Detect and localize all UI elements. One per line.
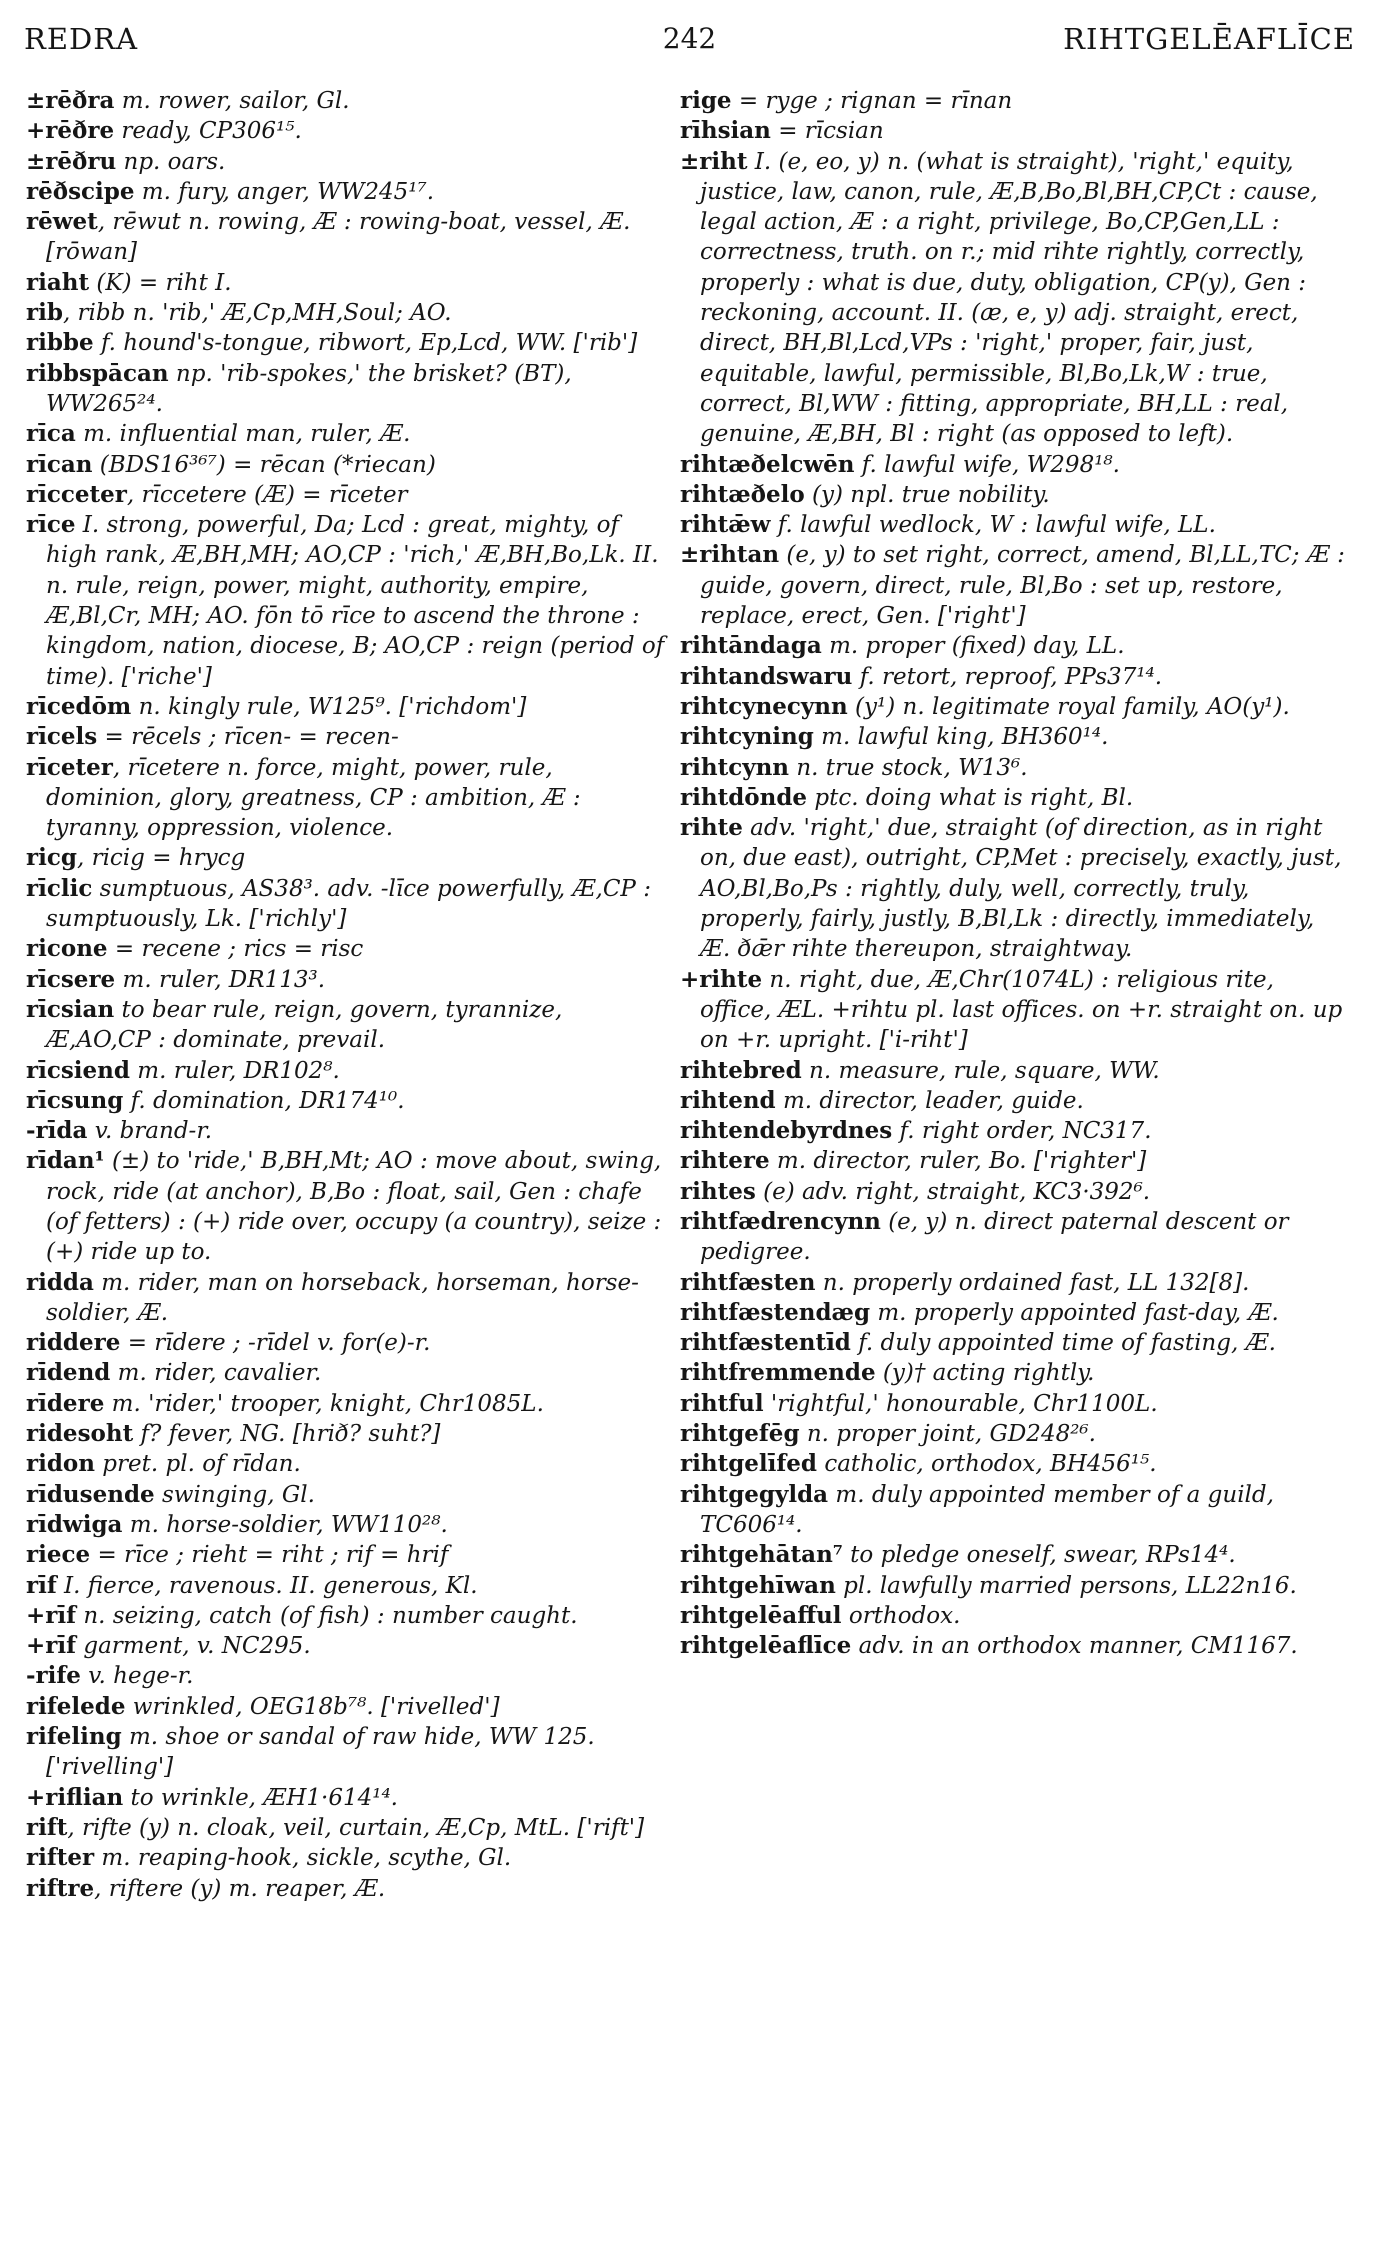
headword: rēwet: [26, 208, 98, 236]
dictionary-entry: [26, 692, 674, 722]
entry-definition: f. retort, reproof, PPs37¹⁴.: [852, 663, 1163, 690]
dictionary-entry: [26, 965, 674, 995]
headword: rīdend: [26, 1359, 111, 1387]
entry-definition: , rīcetere n. force, might, power, rule, dominion, glory, greatness, CP : ambition, Æ : tyranny, oppression, violence.: [46, 754, 581, 842]
entry-definition: n. kingly rule, W125⁹. ['richdom']: [131, 693, 527, 720]
entry-definition: n. right, due, Æ,Chr(1074L) : religious rite, office, ÆL. +rihtu pl. last offices. on +r. straight on. up on +r. upright. ['i-riht']: [700, 966, 1343, 1054]
entry-definition: orthodox.: [841, 1602, 961, 1629]
headword: riddere: [26, 1329, 121, 1357]
dictionary-entry: [26, 116, 674, 146]
dictionary-entry: [26, 1268, 674, 1329]
entry-definition: catholic, orthodox, BH456¹⁵.: [817, 1451, 1157, 1478]
dictionary-entry: [26, 1813, 674, 1843]
headword: rīceter: [26, 753, 113, 781]
entry-definition: I. fierce, ravenous. II. generous, Kl.: [56, 1572, 478, 1599]
entry-definition: I. strong, powerful, Da; Lcd : great, mighty, of high rank, Æ,BH,MH; AO,CP : 'rich,' Æ,BH,Bo,Lk. II. n. rule, reign, power, might, authority, empire, Æ,Bl,Cr, MH; AO. fōn tō rīce to ascend the throne : kingdom, nation, diocese, B; AO,CP : reign (period of time). ['riche']: [46, 512, 665, 690]
entry-definition: , ricig = hrycg: [76, 845, 246, 872]
dictionary-entry: [26, 207, 674, 268]
dictionary-entry: [26, 1389, 674, 1419]
headword: rihtend: [680, 1086, 776, 1114]
headword: rige: [680, 87, 732, 114]
dictionary-entry: [680, 722, 1350, 752]
entry-definition: = ryge ; rignan = rīnan: [731, 88, 1013, 114]
dictionary-entry: [680, 480, 1350, 510]
headword: rīdwiga: [26, 1510, 123, 1538]
dictionary-entry: [680, 1116, 1350, 1146]
dictionary-entry: [680, 1601, 1350, 1631]
dictionary-entry: [26, 1783, 674, 1813]
entry-definition: garment, v. NC295.: [76, 1633, 311, 1660]
headword: rihte: [680, 814, 743, 842]
dictionary-entry: [26, 1874, 674, 1904]
dictionary-entry: [680, 1419, 1350, 1449]
headword: rīdusende: [26, 1480, 155, 1508]
dictionary-entry: [680, 813, 1350, 964]
headword: rīclic: [26, 874, 93, 902]
dictionary-entry: [680, 753, 1350, 783]
entry-definition: m. 'rider,' trooper, knight, Chr1085L.: [104, 1390, 544, 1417]
headword: rihtandswaru: [680, 662, 853, 690]
headword: rīcsere: [26, 965, 116, 993]
dictionary-entry: [26, 753, 674, 844]
entry-definition: wrinkled, OEG18b⁷⁸. ['rivelled']: [125, 1693, 500, 1720]
dictionary-entry: [26, 1722, 674, 1783]
headword: rīcedōm: [26, 692, 132, 720]
dictionary-entry: [680, 1480, 1350, 1541]
entry-definition: = rīce ; rieht = riht ; rif = hrif: [90, 1542, 449, 1569]
headword: rīhsian: [680, 117, 771, 145]
dictionary-entry: [26, 1571, 674, 1601]
headword: rihtes: [680, 1177, 756, 1205]
entry-definition: adv. in an orthodox manner, CM1167.: [851, 1633, 1298, 1660]
headword: rihtgegylda: [680, 1480, 829, 1508]
headword: ribbspācan: [26, 359, 169, 387]
dictionary-entry: [680, 86, 1350, 116]
dictionary-entry: [680, 631, 1350, 661]
entry-definition: m. proper (fixed) day, LL.: [821, 633, 1125, 660]
headword: ±rēðru: [26, 147, 117, 175]
dictionary-entry: [680, 662, 1350, 692]
dictionary-entry: [26, 1116, 674, 1146]
dictionary-entry: [26, 1510, 674, 1540]
dictionary-entry: [680, 1571, 1350, 1601]
entry-definition: ready, CP306¹⁵.: [114, 118, 302, 145]
headword: rihtcynecynn: [680, 692, 848, 720]
entry-definition: (K) = riht I.: [89, 269, 232, 296]
entry-definition: (e, y) n. direct paternal descent or pedigree.: [700, 1208, 1289, 1266]
headword: rīcan: [26, 450, 93, 478]
headword: rihtgehīwan: [680, 1571, 836, 1599]
dictionary-entry: [26, 450, 674, 480]
headword: ±rihtan: [680, 541, 780, 569]
headword: +rihte: [680, 965, 763, 993]
headword: rib: [26, 299, 63, 327]
dictionary-entry: [26, 1692, 674, 1722]
entry-definition: m. director, leader, guide.: [775, 1087, 1084, 1114]
entry-definition: m. properly appointed fast-day, Æ.: [870, 1299, 1279, 1326]
headword: rīcels: [26, 723, 98, 751]
headword: +rīf: [26, 1601, 77, 1629]
dictionary-entry: [680, 1358, 1350, 1388]
left-column: [26, 86, 674, 1904]
dictionary-entry: [26, 1480, 674, 1510]
dictionary-entry: [26, 359, 674, 420]
headword: rihtǣw: [680, 511, 771, 539]
entry-definition: f. hound's-tongue, ribwort, Ep,Lcd, WW. ['rib']: [93, 330, 638, 357]
entry-definition: n. seizing, catch (of fish) : number caught.: [76, 1602, 578, 1629]
entry-definition: m. rower, sailor, Gl.: [114, 88, 350, 114]
headword: riece: [26, 1541, 91, 1569]
dictionary-entry: [26, 480, 674, 510]
headword: ribbe: [26, 329, 94, 357]
dictionary-entry: [26, 722, 674, 752]
entry-definition: = rēcels ; rīcen- = recen-: [97, 724, 399, 751]
entry-definition: f. domination, DR174¹⁰.: [123, 1087, 405, 1114]
headword: rihtebred: [680, 1056, 802, 1084]
headword: riftre: [26, 1874, 95, 1902]
headword: rifter: [26, 1844, 95, 1872]
headword: rīdere: [26, 1389, 105, 1417]
headword: rīcsung: [26, 1086, 124, 1114]
entry-definition: swinging, Gl.: [154, 1481, 315, 1508]
dictionary-entry: [26, 1540, 674, 1570]
headword: ricg: [26, 844, 77, 872]
entry-definition: I. (e, eo, y) n. (what is straight), 'right,' equity, justice, law, canon, rule, Æ,B,Bo,Bl,BH,CP,Ct : cause, legal action, Æ : a right, privilege, Bo,CP,Gen,LL : correctness, truth. on r.; mid rihte rightly, correctly, properly : what is due, duty, obligation, CP(y), Gen : reckoning, account. II. (æ, e, y) adj. straight, erect, direct, BH,Bl,Lcd,VPs : 'right,' proper, fair, just, equitable, lawful, permissible, Bl,Bo,Lk,W : true, correct, Bl,WW : fitting, appropriate, BH,LL : real, genuine, Æ,BH, Bl : right (as opposed to left).: [700, 148, 1318, 448]
entry-definition: m. lawful king, BH360¹⁴.: [813, 724, 1109, 751]
headword: rihtgelīfed: [680, 1450, 818, 1478]
entry-definition: = rīdere ; -rīdel v. for(e)-r.: [120, 1330, 431, 1357]
headword: rihtdōnde: [680, 783, 808, 811]
dictionary-entry: [680, 116, 1350, 146]
dictionary-entry: [26, 1358, 674, 1388]
headword: rihtfæsten: [680, 1268, 816, 1296]
dictionary-entry: [26, 86, 674, 116]
dictionary-entry: [680, 783, 1350, 813]
entry-definition: f. right order, NC317.: [892, 1118, 1152, 1145]
dictionary-entry: [680, 510, 1350, 540]
entry-definition: f. lawful wedlock, W : lawful wife, LL.: [770, 512, 1216, 539]
dictionary-entry: [26, 934, 674, 964]
page-header: [24, 22, 1355, 62]
headword: rihtfædrencynn: [680, 1207, 881, 1235]
entry-definition: sumptuous, AS38³. adv. -līce powerfully, Æ,CP : sumptuously, Lk. ['richly']: [46, 875, 651, 933]
dictionary-entry: [26, 1419, 674, 1449]
dictionary-entry: [26, 1086, 674, 1116]
dictionary-entry: [680, 1389, 1350, 1419]
headword: rihtgefēg: [680, 1420, 800, 1448]
headword: rifeling: [26, 1723, 122, 1751]
dictionary-entry: [680, 1328, 1350, 1358]
headword: +rīf: [26, 1632, 77, 1660]
entry-definition: m. duly appointed member of a guild, TC606¹⁴.: [700, 1481, 1274, 1538]
headword: rifelede: [26, 1692, 126, 1720]
dictionary-entry: [26, 1056, 674, 1086]
headword: rihtendebyrdnes: [680, 1117, 893, 1145]
entry-definition: (±) to 'ride,' B,BH,Mt; AO : move about, swing, rock, ride (at anchor), B,Bo : float, sail, Gen : chafe (of fetters) : (+) ride over, occupy (a country), seize : (+) ride up to.: [46, 1148, 662, 1266]
entry-definition: , rīccetere (Æ) = rīceter: [126, 481, 408, 508]
headword: rihtfæstendæg: [680, 1298, 871, 1326]
headword: rihtful: [680, 1389, 764, 1417]
dictionary-entry: [26, 419, 674, 449]
entry-definition: ptc. doing what is right, Bl.: [807, 784, 1134, 811]
entry-definition: m. influential man, ruler, Æ.: [75, 421, 411, 448]
entry-definition: = recene ; rics = risc: [107, 936, 364, 963]
right-column: [680, 86, 1350, 1661]
headword: rihtgelēaflīce: [680, 1632, 852, 1660]
entry-definition: , rēwut n. rowing, Æ : rowing-boat, vessel, Æ. [rōwan]: [46, 209, 631, 266]
entry-definition: m. horse-soldier, WW110²⁸.: [122, 1511, 448, 1538]
entry-definition: f? fever, NG. [hrið? suht?]: [133, 1421, 441, 1448]
entry-definition: v. hege-r.: [80, 1663, 194, 1690]
page-number: 242: [662, 22, 717, 55]
headword: rēðscipe: [26, 177, 135, 205]
headword: -rife: [26, 1662, 81, 1690]
entry-definition: to bear rule, reign, govern, tyrannize, Æ,AO,CP : dominate, prevail.: [46, 996, 563, 1054]
dictionary-entry: [26, 328, 674, 358]
entry-definition: , riftere (y) m. reaper, Æ.: [94, 1875, 386, 1902]
entry-definition: (BDS16³⁶⁷) = rēcan (*riecan): [92, 451, 436, 478]
entry-definition: n. true stock, W13⁶.: [789, 754, 1028, 781]
entry-definition: n. properly ordained fast, LL 132[8].: [815, 1269, 1250, 1296]
running-head-left: REDRA: [24, 22, 139, 56]
dictionary-entry: [680, 1086, 1350, 1116]
headword: rihtere: [680, 1147, 770, 1175]
headword: rihtgelēafful: [680, 1601, 842, 1629]
running-head-right: RIHTGELĒAFLĪCE: [1063, 22, 1355, 56]
entry-definition: pl. lawfully married persons, LL22n16.: [835, 1572, 1297, 1599]
entry-definition: (y) npl. true nobility.: [804, 481, 1050, 508]
headword: rihtæðelo: [680, 480, 805, 508]
dictionary-entry: [680, 1268, 1350, 1298]
entry-definition: pret. pl. of rīdan.: [95, 1451, 301, 1478]
headword: ±rēðra: [26, 87, 115, 114]
dictionary-entry: [26, 874, 674, 935]
entry-definition: m. shoe or sandal of raw hide, WW 125. ['rivelling']: [46, 1724, 595, 1781]
dictionary-entry: [680, 1177, 1350, 1207]
headword: ridda: [26, 1268, 94, 1296]
headword: rīcsian: [26, 995, 115, 1023]
entry-definition: m. director, ruler, Bo. ['righter']: [769, 1148, 1147, 1175]
dictionary-entry: [26, 1449, 674, 1479]
entry-definition: f. duly appointed time of fasting, Æ.: [850, 1330, 1276, 1357]
dictionary-entry: [26, 1843, 674, 1873]
dictionary-entry: [680, 965, 1350, 1056]
dictionary-entry: [680, 147, 1350, 450]
headword: ridon: [26, 1450, 95, 1478]
headword: rihtāndaga: [680, 632, 822, 660]
dictionary-entry: [26, 1601, 674, 1631]
entry-definition: n. proper joint, GD248²⁶.: [799, 1421, 1096, 1448]
dictionary-entry: [680, 1631, 1350, 1661]
dictionary-entry: [26, 1661, 674, 1691]
entry-definition: adv. 'right,' due, straight (of direction, as in right on, due east), outright, CP,Met : precisely, exactly, just, AO,Bl,Bo,Ps : rightly, duly, well, correctly, truly, properly, fairly, justly, B,Bl,Lk : directly, immediately, Æ. ðǣr rihte thereupon, straightway.: [700, 815, 1342, 963]
entry-definition: (y)† acting rightly.: [875, 1360, 1095, 1387]
dictionary-entry: [680, 1056, 1350, 1086]
headword: rihtgehātan⁷: [680, 1541, 843, 1569]
headword: rīca: [26, 420, 76, 448]
dictionary-entry: [680, 1540, 1350, 1570]
entry-definition: (e, y) to set right, correct, amend, Bl,LL,TC; Æ : guide, govern, direct, rule, Bl,Bo : set up, restore, replace, erect, Gen. ['right']: [700, 542, 1345, 630]
dictionary-entry: [680, 1449, 1350, 1479]
entry-definition: = rīcsian: [770, 118, 884, 145]
headword: rīf: [26, 1571, 57, 1599]
entry-definition: (e) adv. right, straight, KC3·392⁶.: [755, 1178, 1151, 1205]
entry-definition: to wrinkle, ÆH1·614¹⁴.: [123, 1784, 398, 1811]
headword: rihtcynn: [680, 753, 790, 781]
dictionary-entry: [680, 1146, 1350, 1176]
headword: rīce: [26, 511, 76, 539]
dictionary-entry: [26, 177, 674, 207]
dictionary-entry: [680, 540, 1350, 631]
headword: rīcceter: [26, 480, 127, 508]
entry-definition: np. oars.: [116, 148, 226, 175]
entry-definition: v. brand-r.: [87, 1118, 213, 1145]
headword: rīdan¹: [26, 1147, 105, 1175]
headword: rihtfremmende: [680, 1359, 876, 1387]
headword: -rīda: [26, 1117, 88, 1145]
dictionary-entry: [26, 843, 674, 873]
dictionary-entry: [26, 298, 674, 328]
dictionary-entry: [680, 1207, 1350, 1268]
dictionary-entry: [26, 510, 674, 692]
dictionary-entry: [680, 450, 1350, 480]
dictionary-entry: [26, 1328, 674, 1358]
dictionary-entry: [26, 995, 674, 1056]
entry-definition: m. rider, man on horseback, horseman, horse-soldier, Æ.: [46, 1269, 639, 1326]
headword: rihtæðelcwēn: [680, 450, 855, 478]
entry-definition: n. measure, rule, square, WW.: [801, 1057, 1160, 1084]
headword: riaht: [26, 268, 90, 296]
headword: ridesoht: [26, 1420, 134, 1448]
headword: rift: [26, 1813, 68, 1841]
entry-definition: m. reaping-hook, sickle, scythe, Gl.: [94, 1845, 512, 1872]
headword: ricone: [26, 935, 108, 963]
entry-definition: np. 'rib-spokes,' the brisket? (BT), WW265²⁴.: [46, 360, 572, 417]
headword: rihtfæstentīd: [680, 1329, 851, 1357]
entry-definition: m. rider, cavalier.: [110, 1360, 322, 1387]
entry-definition: f. lawful wife, W298¹⁸.: [854, 451, 1120, 478]
entry-definition: , ribb n. 'rib,' Æ,Cp,MH,Soul; AO.: [62, 300, 452, 327]
dictionary-entry: [26, 147, 674, 177]
dictionary-entry: [26, 1146, 674, 1267]
entry-definition: 'rightful,' honourable, Chr1100L.: [763, 1390, 1158, 1417]
headword: +rēðre: [26, 117, 115, 145]
dictionary-entry: [680, 1298, 1350, 1328]
dictionary-entry: [26, 268, 674, 298]
entry-definition: m. ruler, DR113³.: [115, 966, 325, 993]
entry-definition: m. ruler, DR102⁸.: [129, 1057, 340, 1084]
headword: ±riht: [680, 147, 748, 175]
headword: +riflian: [26, 1783, 124, 1811]
headword: rihtcyning: [680, 723, 814, 751]
headword: rīcsiend: [26, 1056, 130, 1084]
entry-definition: m. fury, anger, WW245¹⁷.: [134, 178, 435, 205]
entry-definition: (y¹) n. legitimate royal family, AO(y¹).: [847, 693, 1290, 720]
dictionary-entry: [26, 1631, 674, 1661]
entry-definition: , rifte (y) n. cloak, veil, curtain, Æ,Cp, MtL. ['rift']: [67, 1814, 645, 1841]
dictionary-entry: [680, 692, 1350, 722]
entry-definition: to pledge oneself, swear, RPs14⁴.: [842, 1542, 1236, 1569]
